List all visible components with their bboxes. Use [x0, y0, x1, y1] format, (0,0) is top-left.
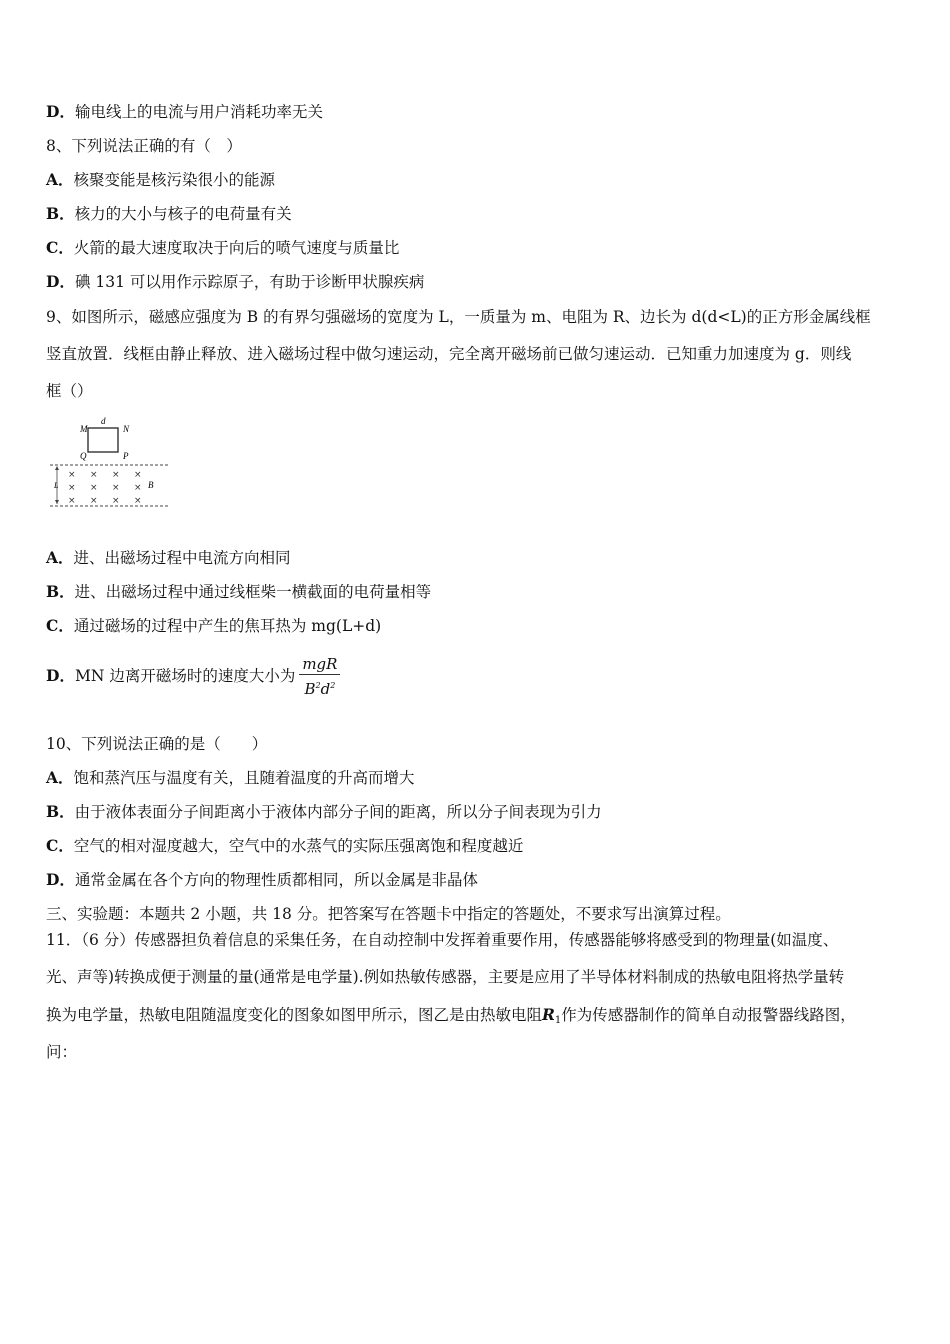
q9-stem-line1: 9、如图所示，磁感应强度为 B 的有界匀强磁场的宽度为 L，一质量为 m、电阻为 R、边长为 d(d<L)的正方形金属线框	[46, 308, 871, 326]
q8-option-a: A．核聚变能是核污染很小的能源	[46, 170, 276, 189]
label-q: Q	[80, 451, 87, 461]
q11-stem-line4: 问：	[46, 1043, 78, 1061]
label-l: L	[54, 481, 59, 490]
q8-option-c: C．火箭的最大速度取决于向后的喷气速度与质量比	[46, 238, 400, 257]
q8-stem: 8、下列说法正确的有（ ）	[46, 137, 242, 155]
svg-text:×: ×	[112, 496, 120, 506]
q7-option-d: D．输电线上的电流与用户消耗功率无关	[46, 102, 323, 121]
q9-option-b: B．进、出磁场过程中通过线框柴一横截面的电荷量相等	[46, 582, 432, 601]
svg-text:×: ×	[68, 483, 76, 493]
svg-text:×: ×	[90, 496, 98, 506]
label-d: d	[101, 416, 106, 426]
svg-text:×: ×	[68, 470, 76, 480]
svg-text:×: ×	[112, 483, 120, 493]
label-m: M	[80, 424, 88, 434]
velocity-fraction: $\frac{\text{mgR}}{B^2d^2}$	[299, 654, 340, 700]
q9-stem-line2: 竖直放置．线框由静止释放、进入磁场过程中做匀速运动，完全离开磁场前已做匀速运动．已知重力加速度为 g．则线	[46, 345, 852, 363]
q8-option-b: B．核力的大小与核子的电荷量有关	[46, 204, 292, 223]
q9-stem-line3: 框（）	[46, 382, 93, 400]
q10-stem: 10、下列说法正确的是（ ）	[46, 735, 268, 753]
q8-option-d: D．碘 131 可以用作示踪原子，有助于诊断甲状腺疾病	[46, 272, 425, 291]
q9-option-c: C．通过磁场的过程中产生的焦耳热为 mg(L+d)	[46, 616, 382, 635]
q9-option-d: D．MN 边离开磁场时的速度大小为 $\frac{\text{mgR}}{B^2d^2}$	[46, 654, 340, 700]
label-p: P	[123, 451, 129, 461]
magnetic-field-figure	[46, 414, 176, 514]
svg-text:×: ×	[90, 470, 98, 480]
svg-text:×: ×	[90, 483, 98, 493]
svg-text:×: ×	[68, 496, 76, 506]
q11-stem-line1: 11．（6 分）传感器担负着信息的采集任务，在自动控制中发挥着重要作用，传感器能够将感受到的物理量(如温度、	[46, 931, 839, 949]
label-b: B	[148, 480, 154, 490]
q10-option-c: C．空气的相对湿度越大，空气中的水蒸气的实际压强离饱和程度越近	[46, 836, 524, 855]
svg-text:×: ×	[134, 483, 142, 493]
q9-option-a: A．进、出磁场过程中电流方向相同	[46, 548, 291, 567]
q10-option-a: A．饱和蒸汽压与温度有关，且随着温度的升高而增大	[46, 768, 415, 787]
q11-stem-line2: 光、声等)转换成便于测量的量(通常是电学量).例如热敏传感器，主要是应用了半导体材料制成的热敏电阻将热学量转	[46, 968, 845, 986]
q10-option-d: D．通常金属在各个方向的物理性质都相同，所以金属是非晶体	[46, 870, 478, 889]
label-n: N	[123, 424, 130, 434]
svg-text:×: ×	[134, 470, 142, 480]
q11-stem-line3: 换为电学量，热敏电阻随温度变化的图象如图甲所示，图乙是由热敏电阻$R_1$作为传感器制作的简单自动报警器线路图，	[46, 1005, 856, 1026]
svg-text:×: ×	[134, 496, 142, 506]
svg-text:×: ×	[112, 470, 120, 480]
q10-option-b: B．由于液体表面分子间距离小于液体内部分子间的距离，所以分子间表现为引力	[46, 802, 602, 821]
section-3-heading: 三、实验题：本题共 2 小题，共 18 分。把答案写在答题卡中指定的答题处，不要求写出演算过程。	[46, 905, 731, 923]
